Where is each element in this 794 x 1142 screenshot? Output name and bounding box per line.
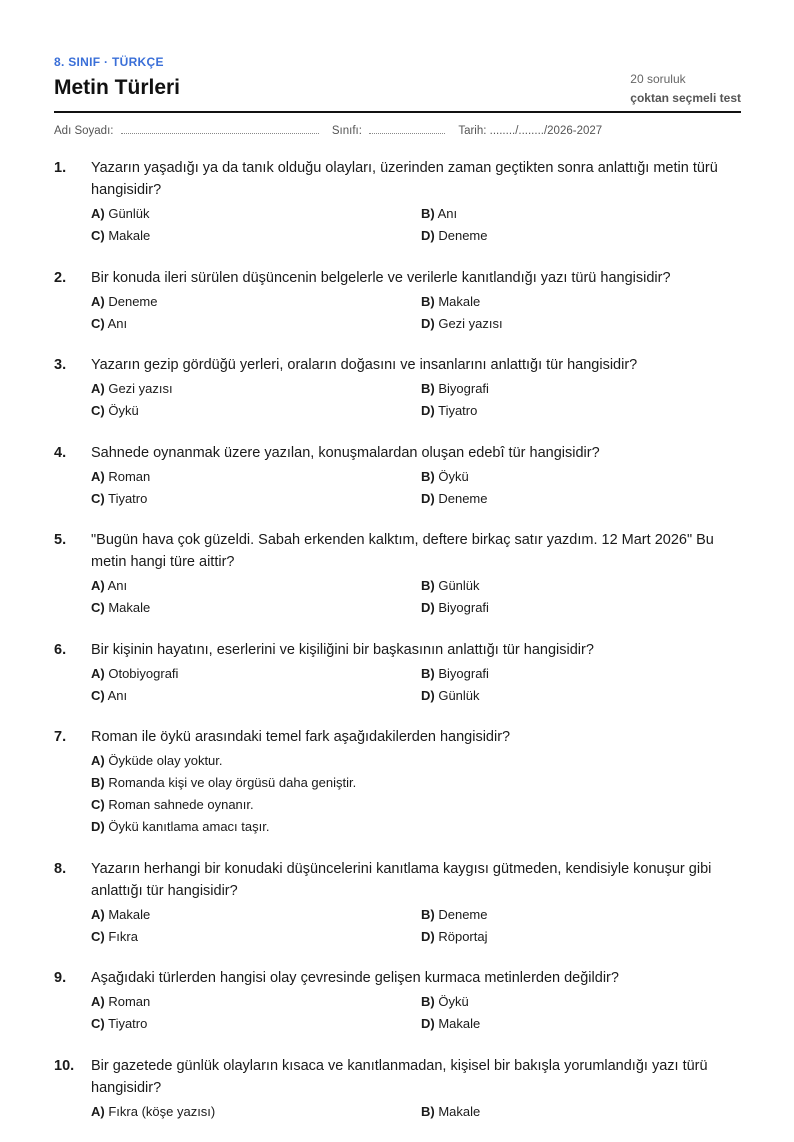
answer-option[interactable]: [421, 291, 741, 313]
question-number: 6.: [54, 641, 67, 658]
answer-option[interactable]: [421, 685, 741, 707]
answer-option[interactable]: [91, 313, 421, 335]
class-label: Sınıfı:: [331, 125, 362, 137]
question-item: [54, 858, 741, 948]
question-item: [54, 354, 741, 422]
option-letter: B): [421, 381, 435, 396]
answer-option[interactable]: [91, 750, 741, 772]
option-letter: D): [421, 928, 435, 944]
option-letter: C): [91, 687, 105, 703]
answer-option[interactable]: [91, 991, 421, 1013]
question-item: [54, 442, 741, 510]
answer-option[interactable]: [421, 597, 741, 619]
question-text: Roman ile öykü arasındaki temel fark aşağıdakilerden hangisidir?: [91, 729, 511, 745]
option-letter: D): [91, 819, 105, 834]
question-item: [54, 726, 741, 838]
question-number: 5.: [54, 532, 67, 548]
answer-option[interactable]: [91, 663, 421, 685]
option-letter: A): [91, 753, 105, 768]
question-item: [54, 967, 741, 1035]
option-text: Deneme: [438, 906, 488, 922]
option-text: Röportaj: [438, 928, 488, 944]
question-text: Bir kişinin hayatını, eserlerini ve kişiliğini bir başkasının anlattığı tür hangisidir?: [91, 641, 594, 658]
answer-option[interactable]: [421, 991, 741, 1013]
question-item: [54, 267, 741, 335]
question-text: Bir gazetede günlük olayların kısaca ve kanıtlanmadan, kişisel bir bakışla yorumlandığı yazı türü hangisidir?: [91, 1057, 708, 1096]
option-letter: B): [421, 468, 435, 484]
date-label: Tarih: ......../......../2026-2027: [458, 125, 603, 137]
option-letter: A): [91, 293, 105, 309]
option-letter: A): [91, 906, 105, 922]
option-letter: D): [421, 315, 435, 331]
question-number: 9.: [54, 970, 67, 986]
answer-option[interactable]: [91, 597, 421, 619]
question-item: [54, 529, 741, 619]
option-letter: C): [91, 797, 105, 812]
option-text: Anı: [107, 687, 128, 703]
option-text: Öyküde olay yoktur.: [108, 753, 223, 768]
option-letter: D): [421, 403, 435, 418]
answer-option[interactable]: [421, 225, 741, 247]
answer-option[interactable]: [91, 488, 421, 510]
option-text: Roman: [108, 468, 151, 484]
answer-options: [91, 575, 741, 619]
answer-options: [91, 750, 741, 838]
answer-option[interactable]: [421, 400, 741, 422]
option-letter: C): [91, 315, 105, 331]
option-text: Makale: [438, 1016, 481, 1031]
option-text: Tiyatro: [108, 1016, 148, 1031]
option-letter: D): [421, 687, 435, 703]
answer-option[interactable]: [421, 488, 741, 510]
answer-option[interactable]: [421, 1101, 741, 1123]
option-letter: C): [91, 490, 105, 506]
answer-option[interactable]: [91, 772, 741, 794]
answer-option[interactable]: [421, 203, 741, 225]
option-text: Biyografi: [438, 600, 489, 615]
option-letter: A): [91, 468, 105, 484]
answer-option[interactable]: [91, 794, 741, 816]
option-letter: C): [91, 1016, 105, 1031]
answer-options: [91, 203, 741, 247]
header-divider: [54, 111, 741, 113]
option-text: Gezi yazısı: [108, 381, 173, 396]
option-text: Anı: [437, 206, 458, 221]
question-number: 10.: [54, 1057, 75, 1074]
option-letter: B): [421, 1103, 435, 1119]
answer-options: [91, 904, 741, 948]
question-number: 7.: [54, 729, 67, 745]
answer-option[interactable]: [421, 575, 741, 597]
question-number: 3.: [54, 357, 67, 373]
answer-option[interactable]: [421, 663, 741, 685]
test-meta: [630, 70, 741, 108]
option-letter: B): [421, 665, 435, 681]
option-text: Öykü kanıtlama amacı taşır.: [108, 819, 270, 834]
answer-options: [91, 991, 741, 1035]
answer-options: [91, 663, 741, 707]
answer-options: [91, 291, 741, 335]
option-text: Anı: [107, 578, 128, 593]
answer-option[interactable]: [91, 926, 421, 948]
option-text: Makale: [438, 1103, 481, 1119]
answer-option[interactable]: [421, 1013, 741, 1035]
option-letter: C): [91, 928, 105, 944]
question-list: [54, 157, 741, 1142]
answer-option[interactable]: [91, 816, 741, 838]
option-text: Makale: [108, 600, 151, 615]
student-info: [54, 124, 741, 137]
question-text: Yazarın yaşadığı ya da tanık olduğu olayları, üzerinden zaman geçtikten sonra anlattığı metin türü hangisidir?: [91, 160, 718, 198]
option-text: Deneme: [438, 490, 488, 506]
name-label: Adı Soyadı:: [54, 125, 114, 137]
question-text: Sahnede oynanmak üzere yazılan, konuşmalardan oluşan edebî tür hangisidir?: [91, 444, 600, 461]
answer-option[interactable]: [421, 904, 741, 926]
option-letter: A): [91, 665, 105, 681]
question-item: [54, 1055, 741, 1123]
page-title: Metin Türleri: [54, 76, 181, 99]
option-text: Tiyatro: [438, 403, 478, 418]
option-letter: D): [421, 490, 435, 506]
option-text: Fıkra: [108, 928, 138, 944]
name-field[interactable]: [121, 124, 319, 134]
answer-options: [91, 1101, 741, 1123]
answer-option[interactable]: [91, 904, 421, 926]
answer-option[interactable]: [91, 575, 421, 597]
option-letter: B): [421, 906, 435, 922]
option-letter: B): [421, 994, 435, 1009]
answer-option[interactable]: [91, 400, 421, 422]
answer-option[interactable]: [91, 203, 421, 225]
option-text: Deneme: [108, 293, 158, 309]
option-text: Romanda kişi ve olay örgüsü daha geniştir.: [108, 775, 357, 790]
grade-label: 8. SINIF · TÜRKÇE: [54, 55, 164, 69]
option-letter: B): [421, 578, 435, 593]
answer-option[interactable]: [91, 685, 421, 707]
question-text: Aşağıdaki türlerden hangisi olay çevresinde gelişen kurmaca metinlerden değildir?: [91, 970, 619, 986]
question-text: "Bugün hava çok güzeldi. Sabah erkenden kalktım, deftere birkaç satır yazdım. 12 Mart 2026" Bu metin hangi türe aittir?: [91, 532, 714, 570]
option-letter: B): [91, 775, 105, 790]
answer-option[interactable]: [421, 466, 741, 488]
option-text: Makale: [438, 293, 481, 309]
option-text: Fıkra (köşe yazısı): [108, 1103, 216, 1119]
option-text: Deneme: [438, 228, 488, 243]
question-number: 1.: [54, 160, 67, 176]
option-letter: C): [91, 600, 105, 615]
option-text: Anı: [107, 315, 128, 331]
test-type: çoktan seçmeli test: [630, 91, 741, 105]
answer-option[interactable]: [421, 926, 741, 948]
question-count: 20 soruluk: [630, 72, 686, 86]
question-text: Yazarın gezip gördüğü yerleri, oraların doğasını ve insanlarını anlattığı tür hangisidir?: [91, 357, 638, 373]
answer-option[interactable]: [91, 1101, 421, 1123]
question-text: Bir konuda ileri sürülen düşüncenin belgelerle ve verilerle kanıtlandığı yazı türü hangisidir?: [91, 269, 671, 286]
option-text: Tiyatro: [108, 490, 148, 506]
answer-options: [91, 378, 741, 422]
option-letter: B): [421, 293, 435, 309]
answer-options: [91, 466, 741, 510]
option-text: Günlük: [438, 578, 480, 593]
option-text: Roman: [108, 994, 151, 1009]
answer-option[interactable]: [421, 378, 741, 400]
question-number: 4.: [54, 444, 67, 461]
option-letter: C): [91, 228, 105, 243]
answer-option[interactable]: [91, 466, 421, 488]
answer-option[interactable]: [91, 378, 421, 400]
option-letter: D): [421, 1016, 435, 1031]
answer-option[interactable]: [91, 291, 421, 313]
question-number: 2.: [54, 269, 67, 286]
option-letter: A): [91, 381, 105, 396]
option-letter: A): [91, 206, 105, 221]
option-text: Otobiyografi: [108, 665, 179, 681]
option-text: Öykü: [438, 468, 469, 484]
question-item: [54, 157, 741, 247]
option-letter: D): [421, 228, 435, 243]
option-text: Roman sahnede oynanır.: [108, 797, 254, 812]
answer-option[interactable]: [91, 1013, 421, 1035]
option-text: Makale: [108, 906, 151, 922]
option-text: Gezi yazısı: [438, 315, 503, 331]
option-letter: A): [91, 1103, 105, 1119]
option-text: Biyografi: [438, 381, 489, 396]
question-number: 8.: [54, 860, 67, 877]
option-letter: B): [421, 206, 435, 221]
option-text: Öykü: [108, 403, 139, 418]
option-text: Öykü: [438, 994, 469, 1009]
option-letter: C): [91, 403, 105, 418]
answer-option[interactable]: [91, 225, 421, 247]
answer-option[interactable]: [421, 313, 741, 335]
option-letter: A): [91, 578, 105, 593]
option-letter: D): [421, 600, 435, 615]
option-letter: A): [91, 994, 105, 1009]
option-text: Günlük: [108, 206, 150, 221]
question-item: [54, 639, 741, 707]
option-text: Makale: [108, 228, 151, 243]
class-field[interactable]: [369, 124, 445, 134]
option-text: Günlük: [438, 687, 480, 703]
question-text: Yazarın herhangi bir konudaki düşüncelerini kanıtlama kaygısı gütmeden, kendisiyle konuşur gibi anlattığı tür hangisidir?: [91, 860, 712, 899]
option-text: Biyografi: [438, 665, 489, 681]
